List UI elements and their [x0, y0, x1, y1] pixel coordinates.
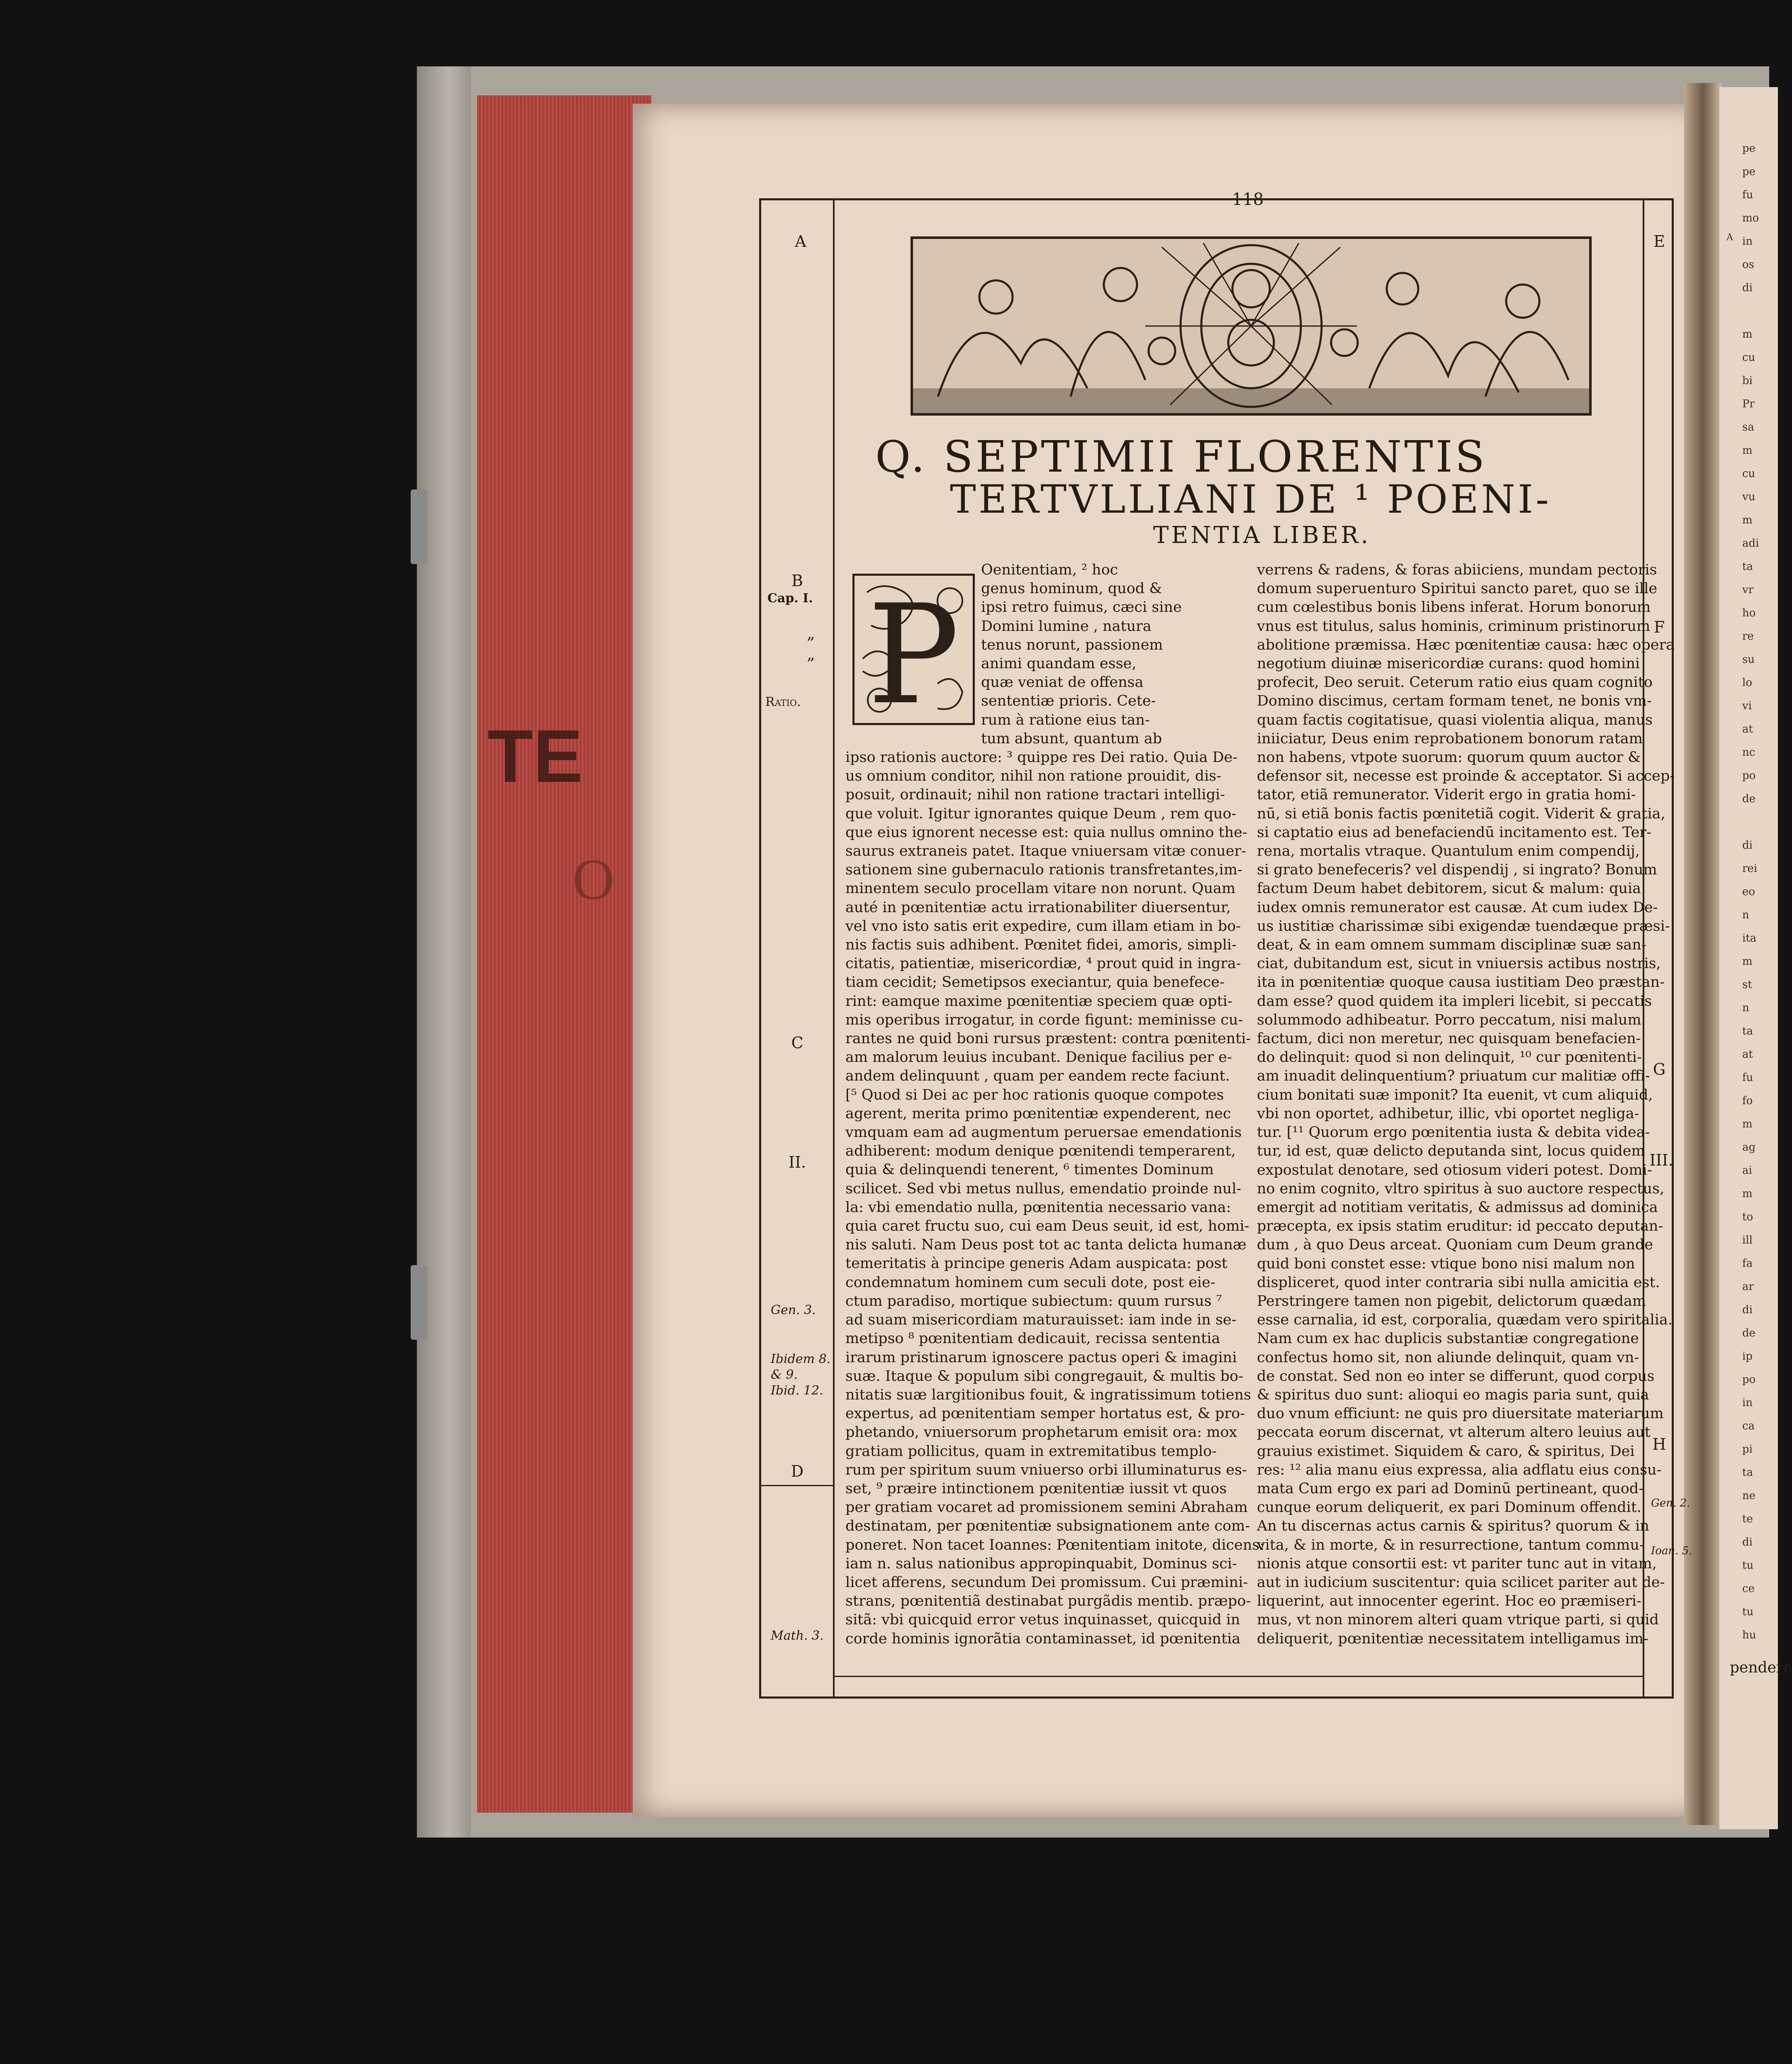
cover-spine-edge [417, 66, 471, 1838]
text-line-left: us omnium conditor, nihil non ratione prouidit, dis- [845, 768, 1222, 785]
frame-rule-top [759, 198, 1672, 200]
text-line-right: profecit, Deo seruit. Ceterum ratio eius quam cognito [1257, 674, 1653, 691]
text-line-right: non habens, vtpote suorum: quorum quum auctor & [1257, 749, 1641, 766]
text-line-left: ipso rationis auctore: ³ quippe res Dei ratio. Quia De- [845, 749, 1238, 766]
drop-cap-P [852, 574, 975, 735]
text-line-right: domum superuenturo Spiritui sancto paret, quo se ille [1257, 580, 1658, 597]
text-line-right: deliquerit, pœnitentiæ necessitatem intelligamus im- [1257, 1630, 1648, 1647]
woodcut-ornament [911, 236, 1592, 416]
text-line-left: sitã: vbi quicquid error vetus inquinasset, quicquid in [845, 1611, 1240, 1628]
svg-text:P: P [867, 575, 960, 735]
margin-letter-G: G [1653, 1060, 1666, 1078]
title-line-3: TENTIA LIBER. [1153, 522, 1371, 549]
text-line-left: scilicet. Sed vbi metus nullus, emendatio proinde nul- [845, 1180, 1242, 1197]
text-line-left: corde hominis ignorãtia contaminasset, id pœnitentia [845, 1630, 1241, 1647]
text-line-right: defensor sit, necesse est proinde & acceptator. Si accep- [1257, 768, 1675, 785]
text-line-left: animi quandam esse, [981, 655, 1137, 672]
text-line-left: temeritatis à principe generis Adam auspicata: post [845, 1255, 1227, 1272]
red-page-edges [477, 95, 651, 1813]
margin-quote-mark-2: „ [807, 645, 815, 663]
right-page-margin-letter: A [1726, 232, 1733, 243]
text-line-right: emergit ad notitiam veritatis, & admissus ad dominica [1257, 1199, 1658, 1216]
text-line-left: que voluit. Igitur ignorantes quique Deum , rem quo- [845, 805, 1237, 822]
text-line-left: auté in pœnitentiæ actu irrationabiliter diuersentur, [845, 899, 1231, 916]
margin-section-II: II. [788, 1153, 806, 1171]
text-line-left: rint: eamque maxime pœnitentiæ speciem quæ opti- [845, 993, 1232, 1010]
text-line-right: duo vnum efficiunt: ne quis pro diuersitate materiarum [1257, 1405, 1664, 1422]
body-column-left-top [981, 561, 1182, 748]
margin-letter-C: C [791, 1034, 803, 1052]
margin-letter-H: H [1652, 1435, 1666, 1453]
text-line-right: quam factis cogitatisue, quasi violentia aliqua, manus [1257, 711, 1653, 728]
text-line-right: quid boni constet esse: vtique bono nisi malum non [1257, 1255, 1635, 1272]
text-line-left: quia & delinquendi tenerent, ⁶ timentes Dominum [845, 1161, 1214, 1178]
body-column-left [845, 748, 1264, 1648]
spine-label-2: O [572, 847, 615, 912]
text-line-left: mis operibus irrogatur, in corde figunt: meminisse cu- [845, 1011, 1243, 1028]
text-line-right: nionis atque consortii est: vt pariter tunc aut in vitam, [1257, 1555, 1657, 1572]
text-line-left: andem delinquunt , quam per eandem recte faciunt. [845, 1068, 1230, 1085]
text-line-right: mata Cum ergo ex pari ad Dominū pertineant, quod- [1257, 1480, 1644, 1497]
text-line-left: quia caret fructu suo, cui eam Deus seuit, id est, homi- [845, 1218, 1249, 1235]
text-line-right: tur, id est, quæ delicto deputanda sint, locus quidem [1257, 1143, 1645, 1160]
text-line-left: gratiam pollicitus, quam in extremitatibus templo- [845, 1443, 1217, 1460]
text-line-right: si grato benefeceris? vel dispendij , si ingrato? Bonum [1257, 862, 1657, 879]
text-line-right: deat, & in eam omnem summam disciplinæ suæ san- [1257, 937, 1646, 954]
text-line-left: poneret. Non tacet Ioannes: Pœnitentiam initote, dicens: [845, 1536, 1265, 1553]
text-line-right: cum cœlestibus bonis libens inferat. Horum bonorum [1257, 599, 1651, 616]
text-line-left: quæ veniat de offensa [981, 674, 1144, 691]
margin-ref-math: Math. 3. [771, 1628, 824, 1643]
text-line-left: Domini lumine , natura [981, 618, 1152, 635]
text-line-right: factum Deum habet debitorem, sicut & malum: quia [1257, 880, 1641, 897]
text-line-left: irarum pristinarum ignoscere pactus operi & imagini [845, 1349, 1237, 1366]
text-line-right: vnus est titulus, salus hominis, criminum pristinorum [1257, 618, 1651, 635]
text-line-right: verrens & radens, & foras abiiciens, mundam pectoris [1257, 562, 1657, 578]
text-line-right: An tu discernas actus carnis & spiritus? quorum & in [1257, 1518, 1649, 1535]
frame-rule-left [759, 198, 761, 1699]
text-line-left: am malorum leuius incubant. Denique facilius per e- [845, 1049, 1232, 1066]
text-line-right: cium bonitati suæ imponit? Ita euenit, vt cum aliquid, [1257, 1086, 1653, 1103]
text-line-right: vbi non oportet, adhibetur, illic, vbi oportet negliga- [1257, 1105, 1639, 1122]
text-line-right: aut in iudicium suscitentur: quia scilicet pariter aut de- [1257, 1574, 1665, 1591]
text-line-left: vel vno isto satis erit expedire, cum illam etiam in bo- [845, 918, 1241, 935]
text-line-left: que eius ignorent necesse est: quia nullus omnino the- [845, 824, 1247, 841]
margin-letter-F: F [1653, 618, 1665, 636]
text-line-left: minentem seculo procellam vitare non norunt. Quam [845, 880, 1236, 897]
text-line-left: saurus extraneis patet. Itaque vniuersam vitæ conuer- [845, 843, 1247, 860]
woodcut-illustration-icon [913, 239, 1589, 413]
text-line-left: suæ. Itaque & populum sibi congregauit, & multis bo- [845, 1368, 1244, 1385]
text-line-right: rena, mortalis vtraque. Quantulum enim compendij, [1257, 843, 1640, 860]
title-line-1: Q. SEPTIMII FLORENTIS [875, 431, 1487, 482]
text-line-left: licet afferens, secundum Dei promissum. Cui præmini- [845, 1574, 1248, 1591]
text-line-left: ipsi retro fuimus, cæci sine [981, 599, 1182, 616]
clasp-icon [411, 489, 427, 564]
page-number: 118 [1232, 190, 1264, 209]
text-line-right: factum, dici non meretur, nec quisquam benefacien- [1257, 1030, 1641, 1047]
text-line-left: expertus, ad pœnitentiam semper hortatus est, & pro- [845, 1405, 1245, 1422]
text-line-right: Perstringere tamen non pigebit, delictorum quædam [1257, 1292, 1646, 1309]
decorated-initial-icon [855, 575, 973, 735]
text-line-left: Oenitentiam, ² hoc [981, 562, 1118, 578]
text-line-left: condemnatum hominem cum seculi dote, post eie- [845, 1274, 1215, 1291]
margin-ref-gen: Gen. 3. [771, 1303, 816, 1317]
text-line-left: [⁵ Quod si Dei ac per hoc rationis quoque compotes [845, 1086, 1224, 1103]
margin-ref-gen2: Gen. 2. [1651, 1497, 1690, 1509]
text-line-right: iudex omnis remunerator est causæ. At cum iudex De- [1257, 899, 1658, 916]
text-line-right: cunque eorum deliquerit, ex pari Dominum offendit. [1257, 1499, 1642, 1516]
margin-letter-E: E [1653, 232, 1665, 251]
text-line-left: rantes ne quid boni rursus præstent: contra pœnitenti- [845, 1030, 1251, 1047]
margin-ref-ioan: Ioan. 5. [1651, 1545, 1692, 1557]
frame-rule-bottom [759, 1696, 1672, 1699]
text-line-right: solummodo adhibeatur. Porro peccatum, nisi malum [1257, 1011, 1641, 1028]
text-line-left: adhiberent: modum denique pœnitendi temperarent, [845, 1143, 1236, 1160]
margin-ref-and: & 9. [771, 1368, 798, 1382]
frame-rule-text-bottom [833, 1676, 1644, 1677]
margin-section-III: III. [1649, 1151, 1673, 1169]
text-line-right: us iustitiæ charissimæ sibi exigendæ tuendæque præsi- [1257, 918, 1670, 935]
text-line-right: do delinquit: quod si non delinquit, ¹⁰ cur pœnitenti- [1257, 1049, 1642, 1066]
margin-letter-A: A [795, 232, 806, 251]
text-line-right: esse carnalia, id est, corporalia, quædam vero spiritalia. [1257, 1312, 1673, 1329]
margin-ref-ibid: Ibid. 12. [771, 1383, 823, 1398]
text-line-left: posuit, ordinauit; nihil non ratione tractari intelligi- [845, 786, 1225, 803]
clasp-icon [411, 1265, 427, 1340]
text-line-right: no enim cognito, vltro spiritus à suo auctore respectus, [1257, 1180, 1665, 1197]
text-line-left: citatis, patientiæ, misericordiæ, ⁴ prout quid in ingra- [845, 955, 1241, 972]
text-line-left: tiam cecidit; Semetipsos execiantur, quia benefece- [845, 974, 1225, 991]
book-gutter [1684, 83, 1721, 1825]
frame-rule-inner-left [833, 198, 835, 1699]
text-line-left: phetando, vniuersorum prophetarum emisit ora: mox [845, 1424, 1237, 1441]
text-line-left: tum absunt, quantum ab [981, 730, 1162, 747]
text-line-left: destinatam, per pœnitentiæ subsignationem ante com- [845, 1518, 1250, 1535]
text-line-right: iniiciatur, Deus enim reprobationem bonorum ratam [1257, 730, 1643, 747]
text-line-right: mus, vt non minorem alteri quam vtrique parti, si quid [1257, 1611, 1659, 1628]
margin-chapter: Cap. I. [767, 591, 813, 606]
margin-letter-B: B [791, 572, 803, 590]
text-line-left: la: vbi emendatio nulla, pœnitentia necessario vana: [845, 1199, 1231, 1216]
right-page-text: pe pe fu mo in os di m cu bi Pr sa m cu vu m adi ta vr ho re su lo vi at nc po de di rei eo n ita m st n ta at fu fo m ag ai m to ill fa ar di de ip po in ca pi ta ne te di tu ce tu hu [1742, 142, 1759, 1641]
text-line-right: Domino discimus, certam formam tenet, ne bonis vm- [1257, 693, 1652, 710]
text-line-right: præcepta, ex ipsis statim eruditur: id peccato deputan- [1257, 1218, 1663, 1235]
text-line-left: ad suam misericordiam maturauisset: iam inde in se- [845, 1312, 1237, 1329]
text-line-left: set, ⁹ præire intinctionem pœnitentiæ iussit vt quos [845, 1480, 1227, 1497]
text-line-right: vita, & in morte, & in resurrectione, tantum commu- [1257, 1536, 1644, 1553]
text-line-left: nitatis suæ largitionibus fouit, & ingratissimum totiens [845, 1386, 1251, 1403]
text-line-right: dam esse? quod quidem ita impleri licebit, si peccatis [1257, 993, 1652, 1010]
text-line-right: peccata eorum discernat, vt alterum altero leuius aut [1257, 1424, 1651, 1441]
text-line-right: confectus homo sit, non aliunde delinquit, quam vn- [1257, 1349, 1639, 1366]
text-line-right: de constat. Sed non eo inter se differunt, quod corpus [1257, 1368, 1655, 1385]
text-line-left: nis factis suis adhibent. Pœnitet fidei, amoris, simpli- [845, 937, 1237, 954]
text-line-left: nis saluti. Nam Deus post tot ac tanta delicta humanæ [845, 1236, 1247, 1253]
text-line-left: agerent, merita primo pœnitentiæ expenderent, nec [845, 1105, 1231, 1122]
text-line-left: vmquam eam ad augmentum peruersae emendationis [845, 1124, 1242, 1141]
text-line-right: expostulat denotare, sed otiosum videri potest. Domi- [1257, 1161, 1652, 1178]
text-line-left: iam n. salus nationibus appropinquabit, Dominus sci- [845, 1555, 1237, 1572]
text-line-right: si captatio eius ad benefaciendū incitamento est. Ter- [1257, 824, 1651, 841]
text-line-left: sationem sine gubernaculo rationis transfretantes,im- [845, 862, 1242, 879]
margin-ratio: Ratio. [765, 695, 801, 709]
text-line-right: abolitione præmissa. Hæc pœnitentiæ causa: hæc opera [1257, 636, 1675, 653]
text-line-right: displiceret, quod inter contraria sibi nulla amicitia est. [1257, 1274, 1660, 1291]
text-line-left: sententiæ prioris. Cete- [981, 693, 1156, 710]
margin-quote-mark: „ [807, 624, 815, 643]
text-line-right: res: ¹² alia manu eius expressa, alia adflatu eius consu- [1257, 1461, 1662, 1478]
text-line-left: strans, pœnitentiã destinabat purgãdis mentib. præpo- [845, 1593, 1251, 1610]
text-line-right: Nam cum ex hac duplicis substantiæ congregatione [1257, 1330, 1639, 1347]
text-line-right: dum , à quo Deus arceat. Quoniam cum Deum grande [1257, 1236, 1653, 1253]
text-line-left: rum per spiritum suum vniuerso orbi illuminaturus es- [845, 1461, 1247, 1478]
text-line-right: liquerint, aut innocenter egerint. Hoc eo præmiseri- [1257, 1593, 1641, 1610]
text-line-right: negotium diuinæ misericordiæ curans: quod homini [1257, 655, 1640, 672]
text-line-right: tator, etiã remunerator. Viderit ergo in gratia homi- [1257, 786, 1636, 803]
text-line-left: rum à ratione eius tan- [981, 711, 1150, 728]
spine-label: TE [487, 715, 583, 798]
text-line-right: grauius existimet. Siquidem & caro, & spiritus, Dei [1257, 1443, 1635, 1460]
title-line-2: TERTVLLIANI DE ¹ POENI- [950, 477, 1551, 522]
text-line-right: & spiritus duo sunt: alioqui eo magis paria sunt, quia [1257, 1386, 1649, 1403]
text-line-left: ctum paradiso, mortique subiectum: quum rursus ⁷ [845, 1292, 1222, 1309]
text-line-left: genus hominum, quod & [981, 580, 1162, 597]
text-line-left: tenus norunt, passionem [981, 636, 1163, 653]
body-column-right [1257, 561, 1675, 1648]
text-line-right: nū, si etiã bonis factis pœnitetiã cogit. Viderit & gratia, [1257, 805, 1665, 822]
margin-letter-D: D [791, 1462, 804, 1480]
text-line-right: am inuadit delinquentium? priuatum cur malitiæ offi- [1257, 1068, 1650, 1085]
frame-rule-margin-bottom [759, 1485, 834, 1486]
text-line-left: metipso ⁸ pœnitentiam dedicauit, recissa sententia [845, 1330, 1220, 1347]
text-line-right: ita in pœnitentiæ quoque causa iustitiam Deo præstan- [1257, 974, 1665, 991]
text-line-right: ciat, dubitandum est, sicut in vniuersis actibus nostris, [1257, 955, 1661, 972]
margin-ref-ibidem: Ibidem 8. [771, 1352, 831, 1366]
text-line-right: tur. [¹¹ Quorum ergo pœnitentia iusta & debita videa- [1257, 1124, 1650, 1141]
catchword: pendere [1730, 1659, 1792, 1676]
text-line-left: per gratiam vocaret ad promissionem semini Abraham [845, 1499, 1248, 1516]
